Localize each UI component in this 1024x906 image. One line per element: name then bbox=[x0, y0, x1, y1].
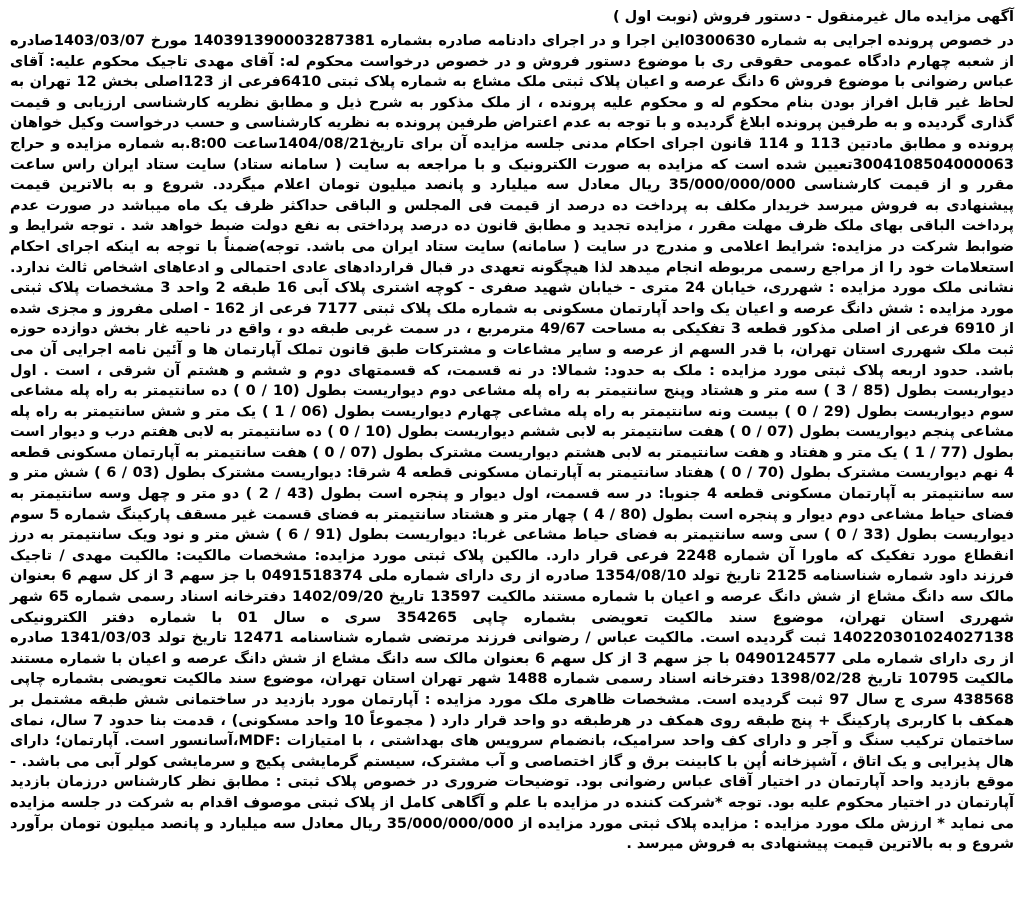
notice-title: آگهی مزایده مال غیرمنقول - دستور فروش (نوبت اول ) bbox=[612, 9, 1014, 25]
notice-body: در خصوص پرونده اجرایی به شماره 0300630این اجرا و در اجرای دادنامه صادره بشماره 140391390003287381 مورخ 1403/03/07صادره از شعبه چهارم دادگاه عمومی حقوقی ری با موضوع دستور فروش و در خصوص درخواست محکوم له: آقای مهدی تاجیک محکوم علیه: آقای عباس رضوانی با موضوع فروش 6 دانگ عرصه و اعیان پلاک ثبتی ملک مشاع به شماره پلاک ثبتی 6410فرعی از 123اصلی بخش 12 تهران به لحاظ غیر قابل افراز بودن بنام محکوم له و محکوم علیه پرونده ، از ملک مذکور به شرح ذیل و مطابق نظریه کارشناسی ارزیابی و قیمت گذاری گردیده و به طرفین پرونده ابلاغ گردیده و با توجه به عدم اعتراض طرفین پرونده به نظریه کارشناسی و حسب درخواست وکیل خواهان پرونده و مطابق مادتین 113 و 114 قانون اجرای احکام مدنی جلسه مزایده آن برای تاریخ1404/08/21ساعت 8:00.به شماره مزایده و حراج 3004108504000063تعیین شده است که مزایده به صورت الکترونیک و با مراجعه به سایت ( سامانه ستاد) سایت ستاد ایران راس ساعت مقرر و از قیمت کارشناسی 35/000/000/000 ریال معادل سه میلیارد و پانصد میلیون تومان اعلام میگردد. شروع و به بالاترین قیمت پیشنهادی به فروش میرسد خریدار مکلف به پرداخت ده درصد از قیمت فی المجلس و الباقی حداکثر ظرف یک ماه میباشد در صورت عدم پرداخت الباقی بهای ملک ظرف مهلت مقرر ، مزایده تجدید و مطابق قانون ده درصد پرداختی به نفع دولت ضبط خواهد شد . توجه شرایط و ضوابط شرکت در مزایده: شرایط اعلامی و مندرج در سایت ( سامانه) سایت ستاد ایران می باشد. توجه)ضمناً با توجه به اینکه اجرای احکام استعلامات خود را از مراجع رسمی مربوطه انجام میدهد لذا هیچگونه تعهدی در قبال قراردادهای عادی احتمالی و ادعاهای اشخاص ثالث ندارد. نشانی ملک مورد مزایده : شهرری، خیابان 24 متری - خیابان شهید صفری - کوچه اشتری پلاک آبی 16 طبقه 2 واحد 3 مشخصات پلاک ثبتی مورد مزایده : شش دانگ عرصه و اعیان یک واحد آپارتمان مسکونی به شماره ملک پلاک ثبتی 7177 فرعی از 162 - اصلی مفروز و مجزی شده از 6910 فرعی از اصلی مذکور قطعه 3 تفکیکی به مساحت 49/67 مترمربع ، در سمت غربی طبقه دو ، واقع در ناحیه غار بخش دوازده حوزه ثبت ملک شهرری استان تهران، با قدر السهم از عرصه و سایر مشاعات و مشترکات طبق قانون تملک آپارتمان ها و آئین نامه اجرایی آن می باشد. حدود اربعه پلاک ثبتی مورد مزایده : ملک به حدود: شمالا: در نه قسمت، که قسمتهای دوم و ششم و هشتم آن شرقی ، است . اول دیواریست بطول (85 / 3 ) سه متر و هشتاد وپنج سانتیمتر به راه پله مشاعی دوم دیواریست بطول (10 / 0 ) ده سانتیمتر به راه پله مشاعی سوم دیواریست بطول (29 / 0 ) بیست ونه سانتیمتر به راه پله مشاعی چهارم دیواریست بطول (06 / 1 ) یک متر و شش سانتیمتر به راه پله مشاعی پنجم دیواریست بطول (07 / 0 ) هفت سانتیمتر به لابی ششم دیواریست بطول (10 / 0 ) ده سانتیمتر به لابی هفتم درب و دیوار است بطول (77 / 1 ) یک متر و هفتاد و هفت سانتیمتر به لابی هشتم دیواریست مشترک بطول (07 / 0 ) هفت سانتیمتر به آپارتمان مسکونی قطعه 4 نهم دیواریست مشترک بطول (70 / 0 ) هفتاد سانتیمتر به آپارتمان مسکونی قطعه 4 شرقا: دیواریست مشترک بطول (03 / 6 ) شش متر و سه سانتیمتر به آپارتمان مسکونی قطعه 4 جنوبا: در سه قسمت، اول دیوار و پنجره است بطول (43 / 2 ) دو متر و چهل وسه سانتیمتر به فضای حیاط مشاعی دوم دیوار و پنجره است بطول (80 / 4 ) چهار متر و هشتاد سانتیمتر به فضای قسمت غیر مسقف پارکینگ شماره 5 سوم دیواریست بطول (33 / 0 ) سی وسه سانتیمتر به فضای حیاط مشاعی غربا: دیواریست بطول (91 / 6 ) شش متر و نود ویک سانتیمتر به درز انقطاع مورد تفکیک که ماورا آن شماره 2248 فرعی قرار دارد. مالکین پلاک ثبتی مورد مزایده: مشخصات مالکیت: مالکیت مهدی / تاجیک فرزند داود شماره شناسنامه 2125 تاریخ تولد 1354/08/10 صادره از ری دارای شماره ملی 0491518374 با جز سهم 3 از کل سهم 6 بعنوان مالک سه دانگ مشاع از شش دانگ عرصه و اعیان با شماره مستند مالکیت 13597 تاریخ 1402/09/20 دفترخانه اسناد رسمی شماره 65 شهر شهرری استان تهران، موضوع سند مالکیت تعویضی بشماره چاپی 354265 سری ه سال 01 با شماره دفتر الکترونیکی 140220301024027138 ثبت گردیده است. مالکیت عباس / رضوانی فرزند مرتضی شماره شناسنامه 12471 تاریخ تولد 1341/03/03 صادره از ری دارای شماره ملی 0490124577 با جز سهم 3 از کل سهم 6 بعنوان مالک سه دانگ مشاع از شش دانگ عرصه و اعیان با شماره مستند مالکیت 10795 تاریخ 1398/02/28 دفترخانه اسناد رسمی شماره 1488 شهر تهران استان تهران، موضوع سند مالکیت تعویضی بشماره چاپی 438568 سری ج سال 97 ثبت گردیده است. مشخصات ظاهری ملک مورد مزایده : آپارتمان مورد بازدید در ساختمانی شش طبقه مشتمل بر همکف با کاربری پارکینگ + پنج طبقه روی همکف در هرطبقه دو واحد قرار دارد ( مجموعاً 10 واحد مسکونی) ، قدمت بنا حدود 7 سال، نمای ساختمان ترکیب سنگ و آجر و دارای کف واحد سرامیک، بانضمام سرویس های بهداشتی ، با امتیازات :MDF،آسانسور است. آپارتمان؛ دارای هال پذیرایی و یک اتاق ، آشپزخانه اُپن با کابینت برق و گاز اختصاصی و آب مشترک، سیستم گرمایشی پکیج و سرمایشی کولر آبی می باشد. - موقع بازدید واحد آپارتمان در اختیار آقای عباس رضوانی بود. توضیحات ضروری در خصوص پلاک ثبتی : مطابق نظر کارشناس درزمان بازدید آپارتمان در اختیار محکوم علیه بود. توجه *شرکت کننده در مزایده با علم و آگاهی کامل از پلاک ثبتی موصوف اقدام به شرکت در جلسه مزایده می نماید * ارزش ملک مورد مزایده : مزایده پلاک ثبتی مورد مزایده از 35/000/000/000 ریال معادل سه میلیارد و پانصد میلیون تومان برآورد شروع و به بالاترین قیمت پیشنهادی به فروش میرسد . bbox=[10, 33, 1015, 853]
